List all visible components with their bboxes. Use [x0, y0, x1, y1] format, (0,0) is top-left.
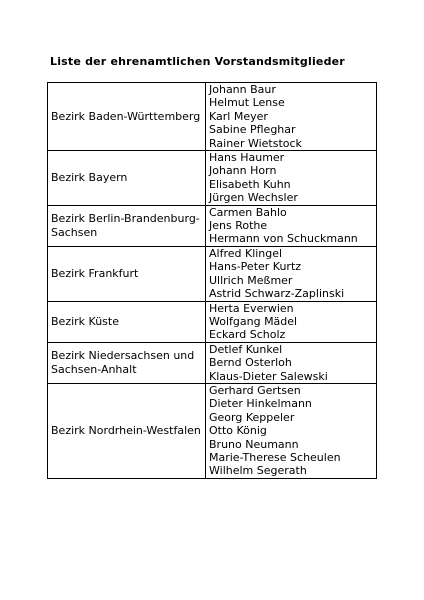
member-name: Elisabeth Kuhn	[209, 177, 291, 191]
member-name: Georg Keppeler	[209, 410, 295, 424]
member-name: Helmut Lense	[209, 96, 285, 110]
district-name: Bezirk Nordrhein-Westfalen	[48, 383, 206, 478]
member-name: Herta Everwien	[209, 301, 294, 315]
table-row	[48, 383, 377, 478]
table-row	[48, 246, 377, 301]
member-list	[206, 383, 377, 478]
member-name: Jens Rothe	[209, 219, 268, 233]
district-name: Bezirk Berlin-Brandenburg-Sachsen	[48, 205, 206, 246]
member-name: Johann Baur	[209, 83, 276, 96]
table-row	[48, 205, 377, 246]
member-name: Marie-Therese Scheulen	[209, 450, 341, 464]
member-name: Alfred Klingel	[209, 246, 283, 260]
board-members-table	[47, 82, 377, 479]
member-name: Ullrich Meßmer	[209, 273, 293, 287]
member-name: Eckard Scholz	[209, 328, 286, 342]
member-name: Carmen Bahlo	[209, 205, 287, 219]
member-list	[206, 83, 377, 151]
table-row	[48, 83, 377, 151]
district-name: Bezirk Baden-Württemberg	[48, 83, 206, 151]
member-name: Otto König	[209, 424, 267, 438]
member-name: Bernd Osterloh	[209, 356, 292, 370]
member-name: Wilhelm Segerath	[209, 464, 307, 478]
member-name: Gerhard Gertsen	[209, 383, 301, 397]
member-name: Wolfgang Mädel	[209, 314, 298, 328]
member-list	[206, 205, 377, 246]
member-name: Rainer Wietstock	[209, 136, 302, 150]
member-name: Dieter Hinkelmann	[209, 397, 312, 411]
district-name: Bezirk Bayern	[48, 151, 206, 206]
member-name: Karl Meyer	[209, 109, 268, 123]
board-members-table-body	[48, 83, 377, 479]
member-name: Johann Horn	[209, 164, 277, 178]
member-name: Sabine Pfleghar	[209, 123, 296, 137]
member-list	[206, 151, 377, 206]
member-name: Astrid Schwarz-Zaplinski	[209, 287, 345, 301]
member-name: Klaus-Dieter Salewski	[209, 369, 328, 383]
page-title: Liste der ehrenamtlichen Vorstandsmitglieder	[50, 55, 345, 68]
district-name: Bezirk Niedersachsen und Sachsen-Anhalt	[48, 342, 206, 383]
member-name: Hermann von Schuckmann	[209, 232, 358, 246]
district-name: Bezirk Küste	[48, 301, 206, 342]
member-name: Jürgen Wechsler	[209, 191, 298, 205]
district-name: Bezirk Frankfurt	[48, 246, 206, 301]
member-list	[206, 246, 377, 301]
table-row	[48, 151, 377, 206]
table-row	[48, 342, 377, 383]
member-name: Hans Haumer	[209, 151, 285, 165]
member-name: Bruno Neumann	[209, 437, 299, 451]
member-list	[206, 342, 377, 383]
member-name: Hans-Peter Kurtz	[209, 260, 302, 274]
member-list	[206, 301, 377, 342]
member-name: Detlef Kunkel	[209, 342, 283, 356]
table-row	[48, 301, 377, 342]
